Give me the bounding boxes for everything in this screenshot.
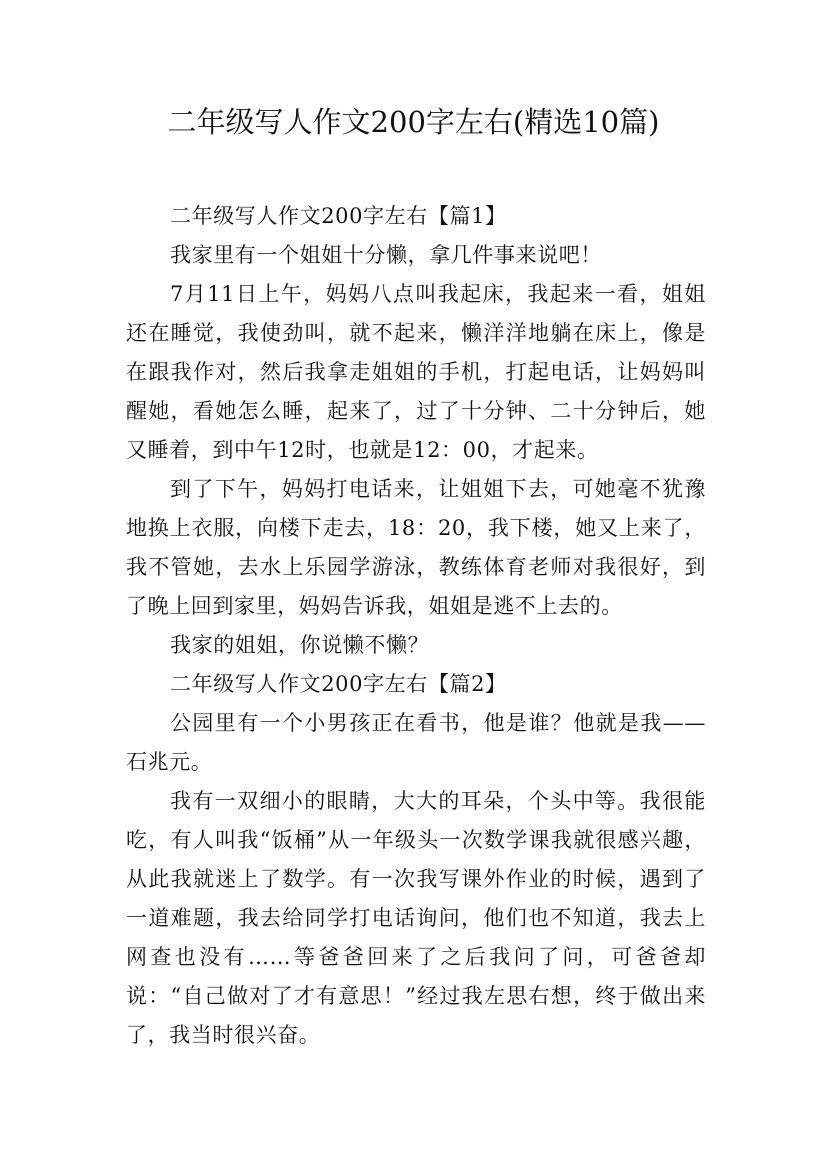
paragraph: 我有一双细小的眼睛，大大的耳朵，个头中等。我很能吃，有人叫我“饭桶”从一年级头一次数学课我就很感兴趣，从此我就迷上了数学。有一次我写课外作业的时候，遇到了一道难题，我去给同学打电话询问，他们也不知道，我去上网查也没有……等爸爸回来了之后我问了问，可爸爸却说：“自己做对了才有意思！”经过我左思右想，终于做出来了，我当时很兴奋。 [126, 789, 706, 1047]
paragraph: 公园里有一个小男孩正在看书，他是谁？他就是我——石兆元。 [126, 711, 706, 774]
paragraph: 我家里有一个姐姐十分懒，拿几件事来说吧！ [170, 243, 602, 267]
paragraph: 7月11日上午，妈妈八点叫我起床，我起来一看，姐姐还在睡觉，我使劲叫，就不起来，懒洋洋地躺在床上，像是在跟我作对，然后我拿走姐姐的手机，打起电话，让妈妈叫醒她，看她怎么睡，起来了，过了十分钟、二十分钟后，她又睡着，到中午12时，也就是12：00，才起来。 [126, 282, 706, 462]
document-body [126, 197, 706, 1055]
paragraph: 到了下午，妈妈打电话来，让姐姐下去，可她毫不犹豫地换上衣服，向楼下走去，18：20，我下楼，她又上来了，我不管她，去水上乐园学游泳，教练体育老师对我很好，到了晚上回到家里，妈妈告诉我，姐姐是逃不上去的。 [126, 477, 706, 618]
section-heading-2: 二年级写人作文200字左右【篇2】 [170, 672, 507, 696]
section-heading-1: 二年级写人作文200字左右【篇1】 [170, 204, 507, 228]
paragraph: 我家的姐姐，你说懒不懒？ [170, 633, 430, 657]
document-title: 二年级写人作文200字左右(精选10篇) [167, 105, 660, 139]
